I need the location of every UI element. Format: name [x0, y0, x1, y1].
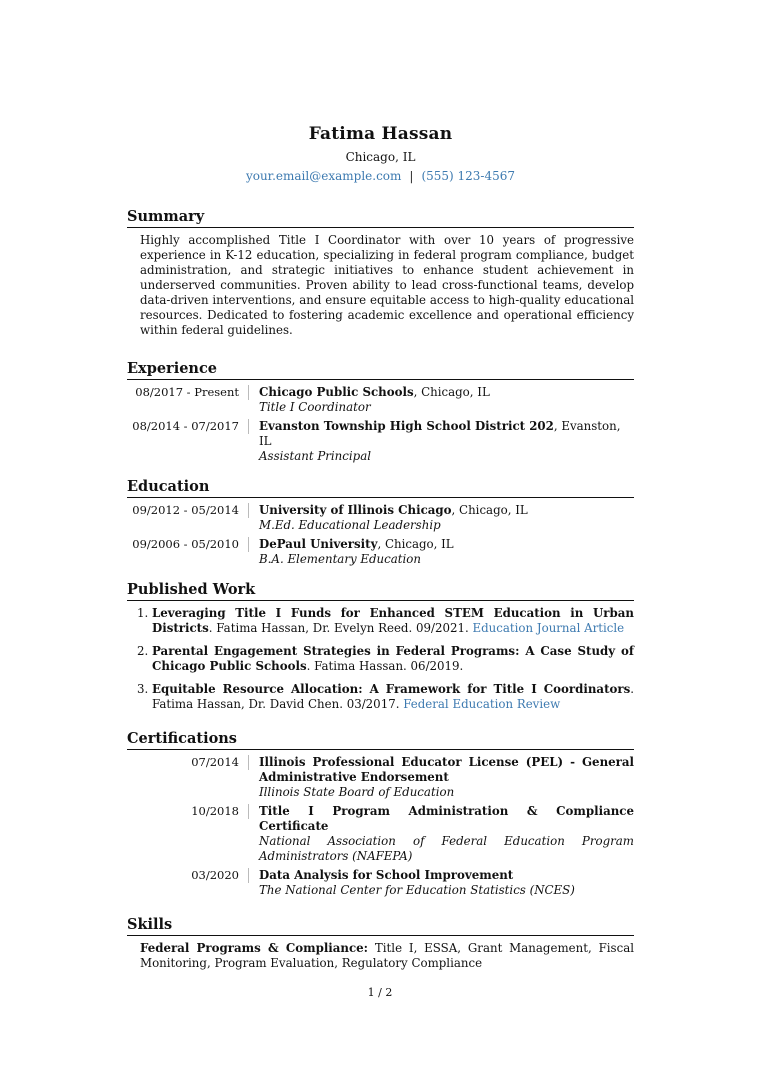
- section-title-published: Published Work: [127, 581, 634, 601]
- certification-entry: [127, 804, 634, 864]
- publication-title: Leveraging Title I Funds for Enhanced STEM Education in Urban Districts: [152, 606, 634, 635]
- phone-link[interactable]: (555) 123-4567: [421, 169, 516, 183]
- email-link[interactable]: your.email@example.com: [245, 169, 402, 183]
- skills-category: Federal Programs & Compliance:: [140, 941, 369, 955]
- certification-issuer: The National Center for Education Statistics (NCES): [259, 883, 575, 897]
- section-title-summary: Summary: [127, 208, 634, 228]
- entry-org: DePaul University: [259, 537, 378, 551]
- certification-title: Data Analysis for School Improvement: [259, 868, 514, 882]
- experience-section: [127, 360, 634, 464]
- publication-item: [152, 644, 634, 674]
- entry-body: [259, 755, 634, 800]
- certifications-section: [127, 730, 634, 898]
- section-title-experience: Experience: [127, 360, 634, 380]
- publication-item: [152, 606, 634, 636]
- entry-date: 10/2018: [127, 804, 249, 819]
- published-work-section: [127, 581, 634, 712]
- entry-body: [259, 804, 634, 864]
- section-title-certifications: Certifications: [127, 730, 634, 750]
- publication-details: . Fatima Hassan, Dr. Evelyn Reed. 09/2021.: [208, 621, 473, 635]
- entry-date: 07/2014: [127, 755, 249, 770]
- certification-issuer: Illinois State Board of Education: [259, 785, 455, 799]
- entry-date: 08/2017 - Present: [127, 385, 249, 400]
- candidate-location: Chicago, IL: [345, 150, 416, 164]
- entry-date: 09/2012 - 05/2014: [127, 503, 249, 518]
- entry-degree: B.A. Elementary Education: [259, 552, 422, 566]
- experience-entry: [127, 385, 634, 415]
- entry-org: University of Illinois Chicago: [259, 503, 452, 517]
- entry-body: [259, 537, 634, 567]
- publication-details: . Fatima Hassan. 06/2019.: [306, 659, 464, 673]
- entry-place: , Evanston, IL: [259, 419, 621, 448]
- contact-separator: |: [409, 169, 414, 183]
- publication-item: [152, 682, 634, 712]
- education-list: [127, 503, 634, 567]
- entry-place: , Chicago, IL: [377, 537, 454, 551]
- publication-details: . Fatima Hassan, Dr. David Chen. 03/2017.: [152, 682, 634, 711]
- resume-header: [127, 124, 634, 184]
- entry-org: Evanston Township High School District 202: [259, 419, 554, 433]
- certification-entry: [127, 868, 634, 898]
- entry-body: [259, 385, 634, 415]
- certification-issuer: National Association of Federal Education Program Administrators (NAFEPA): [259, 834, 634, 863]
- summary-section: [127, 208, 634, 338]
- skills-items: Title I, ESSA, Grant Management, Fiscal Monitoring, Program Evaluation, Regulatory Compliance: [140, 941, 634, 970]
- publication-link[interactable]: Education Journal Article: [472, 621, 625, 635]
- publication-list: [127, 606, 634, 712]
- certification-title: Illinois Professional Educator License (PEL) - General Administrative Endorsement: [259, 755, 634, 784]
- skills-text: [127, 941, 634, 971]
- resume-page: [127, 0, 634, 971]
- entry-date: 08/2014 - 07/2017: [127, 419, 249, 434]
- publication-title: Parental Engagement Strategies in Federal Programs: A Case Study of Chicago Public Schools: [152, 644, 634, 673]
- entry-place: , Chicago, IL: [413, 385, 490, 399]
- certification-entry: [127, 755, 634, 800]
- entry-role: Title I Coordinator: [259, 400, 371, 414]
- entry-role: Assistant Principal: [259, 449, 372, 463]
- education-entry: [127, 537, 634, 567]
- entry-body: [259, 503, 634, 533]
- entry-body: [259, 868, 634, 898]
- entry-org: Chicago Public Schools: [259, 385, 414, 399]
- entry-degree: M.Ed. Educational Leadership: [259, 518, 441, 532]
- entry-body: [259, 419, 634, 464]
- skills-section: [127, 916, 634, 971]
- publication-link[interactable]: Federal Education Review: [403, 697, 561, 711]
- candidate-name: Fatima Hassan: [308, 124, 453, 144]
- education-entry: [127, 503, 634, 533]
- experience-entry: [127, 419, 634, 464]
- entry-place: , Chicago, IL: [451, 503, 528, 517]
- entry-date: 03/2020: [127, 868, 249, 883]
- section-title-skills: Skills: [127, 916, 634, 936]
- education-section: [127, 478, 634, 567]
- contact-line: [127, 169, 634, 184]
- section-title-education: Education: [127, 478, 634, 498]
- certification-list: [127, 755, 634, 898]
- certification-title: Title I Program Administration & Compliance Certificate: [259, 804, 634, 833]
- entry-date: 09/2006 - 05/2010: [127, 537, 249, 552]
- page-number: 1 / 2: [367, 986, 393, 999]
- summary-text: Highly accomplished Title I Coordinator with over 10 years of progressive experience in K-12 education, specializing in federal program compliance, budget administration, and strategic initiatives to enhance student achievement in underserved communities. Proven ability to lead cross-functional teams, develop data-driven interventions, and ensure equitable access to high-quality educational resources. Dedicated to fostering academic excellence and operational efficiency within federal guidelines.: [140, 233, 634, 337]
- experience-list: [127, 385, 634, 464]
- publication-title: Equitable Resource Allocation: A Framework for Title I Coordinators: [152, 682, 631, 696]
